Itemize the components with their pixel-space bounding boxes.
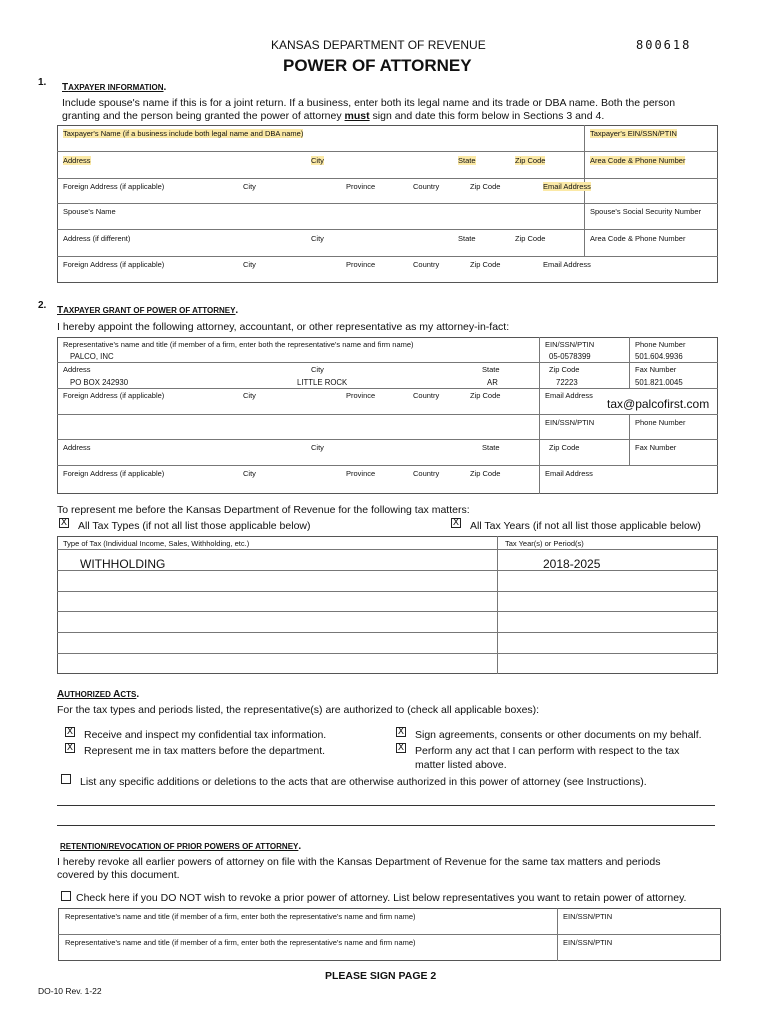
email-label: Email Address (545, 469, 593, 478)
country-label: Country (413, 391, 440, 400)
phone-label: Area Code & Phone Number (590, 156, 686, 165)
country-label: Country (413, 260, 440, 269)
rep-city-value[interactable]: LITTLE ROCK (297, 378, 348, 387)
please-sign-page2: PLEASE SIGN PAGE 2 (325, 970, 437, 982)
tax-year-row1[interactable]: 2018-2025 (543, 557, 601, 571)
address-label: Address (63, 365, 91, 374)
section1-instruction-line1: Include spouse's name if this is for a joint return. If a business, enter both its legal name and its trade or DBA name. Both the person (62, 97, 676, 109)
retain-rep-label-1: Representative's name and title (if member of a firm, enter both the representative's name and firm name) (65, 912, 416, 921)
ein-label: EIN/SSN/PTIN (545, 418, 595, 427)
rep-state-value[interactable]: AR (487, 378, 498, 387)
list-additions-checkbox[interactable] (61, 774, 71, 784)
do-not-revoke-checkbox[interactable] (61, 891, 71, 901)
ein-label: EIN/SSN/PTIN (545, 340, 595, 349)
zip-label: Zip Code (515, 234, 546, 243)
additions-line-1[interactable] (57, 805, 715, 806)
retain-ein-label-1: EIN/SSN/PTIN (563, 912, 613, 921)
fax-label: Fax Number (635, 365, 677, 374)
rep-name-value[interactable]: PALCO, INC (70, 352, 114, 361)
country-label: Country (413, 182, 440, 191)
rep-phone-value[interactable]: 501.604.9936 (635, 352, 683, 361)
state-label: State (458, 234, 476, 243)
address-label: Address (63, 156, 91, 165)
state-label: State (458, 156, 476, 165)
state-label: State (482, 443, 500, 452)
zip-label: Zip Code (549, 443, 580, 452)
province-label: Province (346, 260, 376, 269)
phone-label: Phone Number (635, 340, 686, 349)
zip-label: Zip Code (470, 182, 501, 191)
receive-checkbox[interactable]: X (66, 727, 74, 737)
zip-label: Zip Code (470, 469, 501, 478)
rep-address-value[interactable]: PO BOX 242930 (70, 378, 129, 387)
perform-label-line2: matter listed above. (415, 759, 507, 771)
address-label: Address (63, 443, 91, 452)
province-label: Province (346, 182, 376, 191)
taxpayer-name-field[interactable] (58, 138, 583, 150)
spouse-name-label: Spouse's Name (63, 207, 116, 216)
list-additions-label: List any specific additions or deletions to the acts that are otherwise authorized in this power of attorney (see Instructions). (80, 776, 647, 788)
zip-label: Zip Code (515, 156, 546, 165)
phone-label: Phone Number (635, 418, 686, 427)
province-label: Province (346, 469, 376, 478)
represent-checkbox[interactable]: X (66, 743, 74, 753)
revoke-text-line2: covered by this document. (57, 869, 180, 881)
tax-type-row1[interactable]: WITHHOLDING (80, 557, 166, 571)
retention-heading: RETENTION/REVOCATION OF PRIOR POWERS OF ATTORNEY. (60, 841, 302, 852)
taxpayer-ein-field[interactable] (586, 138, 716, 150)
city-label: City (311, 443, 324, 452)
sign-checkbox[interactable]: X (397, 727, 405, 737)
all-tax-types-checkbox[interactable]: X (60, 518, 68, 528)
taxpayer-ein-label: Taxpayer's EIN/SSN/PTIN (590, 129, 677, 138)
represent-text: To represent me before the Kansas Department of Revenue for the following tax matters: (57, 504, 470, 516)
email-label: Email Address (545, 391, 593, 400)
sign-label: Sign agreements, consents or other documents on my behalf. (415, 729, 702, 741)
appoint-text: I hereby appoint the following attorney, accountant, or other representative as my attorney-in-fact: (57, 321, 510, 333)
foreign-address-label: Foreign Address (if applicable) (63, 469, 165, 478)
taxpayer-name-label: Taxpayer's Name (if a business include both legal name and DBA name) (63, 129, 304, 138)
city-label: City (311, 234, 324, 243)
retain-rep-label-2: Representative's name and title (if member of a firm, enter both the representative's name and firm name) (65, 938, 416, 947)
additions-line-2[interactable] (57, 825, 715, 826)
city-label: City (243, 182, 256, 191)
email-label: Email Address (543, 182, 591, 191)
tax-year-header: Tax Year(s) or Period(s) (505, 539, 584, 548)
form-number: 800618 (636, 38, 692, 52)
tax-type-header: Type of Tax (Individual Income, Sales, Withholding, etc.) (63, 539, 250, 548)
all-tax-types-label: All Tax Types (if not all list those applicable below) (78, 520, 311, 532)
authorized-acts-intro: For the tax types and periods listed, the representative(s) are authorized to (check all applicable boxes): (57, 704, 540, 716)
perform-checkbox[interactable]: X (397, 743, 405, 753)
all-tax-years-checkbox[interactable]: X (452, 518, 460, 528)
section1-heading: TAXPAYER INFORMATION. (62, 82, 167, 93)
province-label: Province (346, 391, 376, 400)
city-label: City (243, 391, 256, 400)
address-if-different-label: Address (if different) (63, 234, 131, 243)
revoke-text-line1: I hereby revoke all earlier powers of attorney on file with the Kansas Department of Revenue for the same tax matters and periods (57, 856, 661, 868)
section1-instruction-line2: granting and the person being granted the power of attorney must sign and date this form below in Sections 3 and 4. (62, 110, 605, 122)
city-label: City (243, 469, 256, 478)
retain-ein-label-2: EIN/SSN/PTIN (563, 938, 613, 947)
state-label: State (482, 365, 500, 374)
rep-zip-value[interactable]: 72223 (556, 378, 578, 387)
zip-label: Zip Code (549, 365, 580, 374)
rep-email-value[interactable]: tax@palcofirst.com (607, 397, 710, 411)
represent-label: Represent me in tax matters before the department. (84, 745, 326, 757)
foreign-address-label: Foreign Address (if applicable) (63, 182, 165, 191)
authorized-acts-heading: AUTHORIZED ACTS. (57, 689, 140, 700)
section2-number: 2. (38, 300, 47, 311)
section1-number: 1. (38, 77, 47, 88)
form-revision: DO-10 Rev. 1-22 (38, 986, 102, 996)
rep-ein-value[interactable]: 05-0578399 (549, 352, 591, 361)
city-label: City (311, 365, 324, 374)
phone-label: Area Code & Phone Number (590, 234, 686, 243)
fax-label: Fax Number (635, 443, 677, 452)
city-label: City (243, 260, 256, 269)
perform-label-line1: Perform any act that I can perform with respect to the tax (415, 745, 680, 757)
zip-label: Zip Code (470, 260, 501, 269)
email-label: Email Address (543, 260, 591, 269)
rep-name-label: Representative's name and title (if member of a firm, enter both the representative's name and firm name) (63, 340, 414, 349)
city-label: City (311, 156, 324, 165)
section2-heading: TAXPAYER GRANT OF POWER OF ATTORNEY. (57, 305, 239, 316)
zip-label: Zip Code (470, 391, 501, 400)
receive-label: Receive and inspect my confidential tax information. (84, 729, 327, 741)
page-title: POWER OF ATTORNEY (283, 56, 472, 75)
foreign-address-label: Foreign Address (if applicable) (63, 260, 165, 269)
foreign-address-label: Foreign Address (if applicable) (63, 391, 165, 400)
country-label: Country (413, 469, 440, 478)
all-tax-years-label: All Tax Years (if not all list those applicable below) (470, 520, 701, 532)
agency-name: KANSAS DEPARTMENT OF REVENUE (271, 38, 486, 52)
rep-fax-value[interactable]: 501.821.0045 (635, 378, 683, 387)
spouse-ssn-label: Spouse's Social Security Number (590, 207, 702, 216)
do-not-revoke-label: Check here if you DO NOT wish to revoke a prior power of attorney. List below representatives you want to retain power of attorney. (76, 892, 687, 904)
